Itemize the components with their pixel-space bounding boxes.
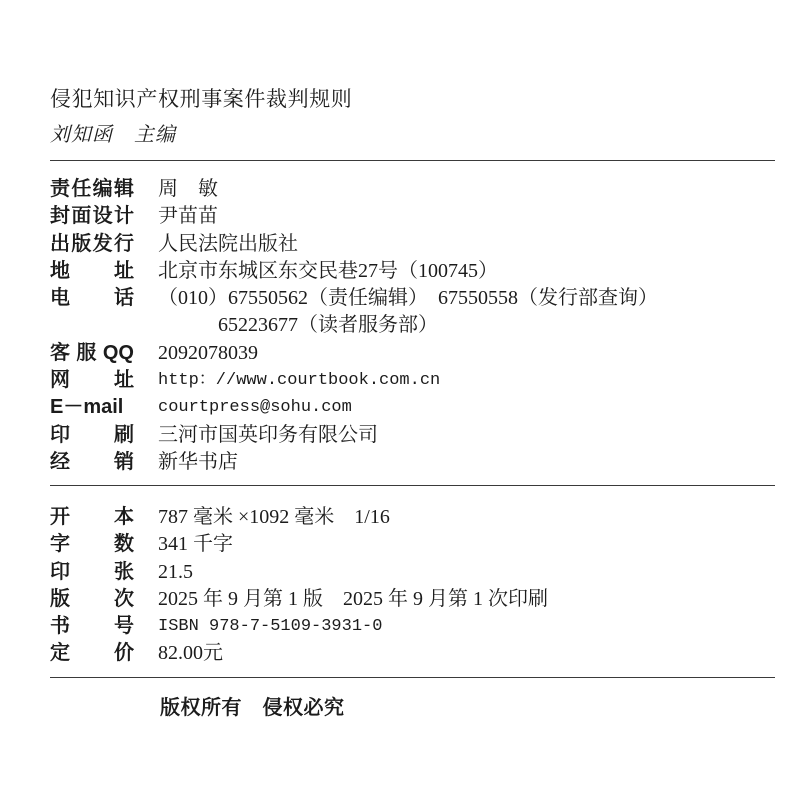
divider-middle [50, 485, 775, 486]
info-value: 人民法院出版社 [158, 232, 298, 255]
spec-row-sheets [50, 559, 775, 586]
website-url: http：//www.courtbook.com.cn [158, 371, 441, 391]
info-row-phone-line2: 65223677（读者服务部） [218, 314, 438, 337]
info-row-address [50, 258, 775, 285]
info-value: 北京市东城区东交民巷27号（100745） [158, 259, 498, 282]
info-label: 封面设计 [50, 205, 134, 228]
email-address: courtpress@sohu.com [158, 398, 352, 418]
spec-row-word-count [50, 531, 775, 558]
info-value: 新华书店 [158, 450, 238, 473]
info-value: 周 敏 [158, 178, 218, 200]
info-row-editor [50, 176, 775, 203]
info-label: 责任编辑 [50, 178, 134, 200]
publication-info [50, 176, 775, 476]
price-value: 82.00元 [158, 642, 223, 665]
spec-label: 开本 [50, 506, 134, 528]
info-label: E－mail [50, 396, 124, 419]
info-row-cover-design [50, 203, 775, 230]
info-value: 尹苗苗 [158, 205, 218, 228]
divider-top [50, 160, 775, 161]
info-value: 三河市国英印务有限公司 [158, 423, 378, 446]
info-value: （010）67550562（责任编辑） 67550558（发行部查询） [158, 287, 658, 310]
spec-row-isbn [50, 613, 775, 640]
copyright-notice: 版权所有 侵权必究 [160, 697, 345, 719]
info-label: 网址 [50, 369, 134, 392]
info-label: 电话 [50, 287, 134, 310]
book-title: 侵犯知识产权刑事案件裁判规则 [50, 88, 353, 111]
info-row-website [50, 367, 775, 394]
spec-label: 书号 [50, 615, 134, 638]
spec-row-price [50, 640, 775, 667]
isbn-value: ISBN 978-7-5109-3931-0 [158, 617, 383, 637]
spec-label: 版次 [50, 587, 134, 610]
book-author: 刘知函 主编 [50, 124, 176, 146]
spec-label: 字数 [50, 533, 134, 556]
info-label: 经销 [50, 450, 134, 473]
spec-label: 印张 [50, 560, 134, 583]
info-row-printer [50, 422, 775, 449]
spec-value: 787 毫米 ×1092 毫米 1/16 [158, 506, 390, 528]
info-label: 客服QQ [50, 341, 134, 364]
spec-label: 定价 [50, 642, 134, 665]
spec-value: 2025 年 9 月第 1 版 2025 年 9 月第 1 次印刷 [158, 587, 548, 610]
spec-row-edition [50, 586, 775, 613]
spec-value: 341 千字 [158, 533, 233, 556]
info-row-publisher [50, 231, 775, 258]
divider-bottom [50, 677, 775, 678]
spec-row-format [50, 504, 775, 531]
info-row-service-qq [50, 340, 775, 367]
info-value: 2092078039 [158, 341, 258, 364]
book-specs [50, 504, 775, 668]
spec-value: 21.5 [158, 560, 193, 583]
info-row-distributor [50, 449, 775, 476]
info-row-phone [50, 285, 775, 312]
info-row-email [50, 394, 775, 421]
info-label: 印刷 [50, 423, 134, 446]
info-label: 出版发行 [50, 232, 134, 255]
info-label: 地址 [50, 259, 134, 282]
